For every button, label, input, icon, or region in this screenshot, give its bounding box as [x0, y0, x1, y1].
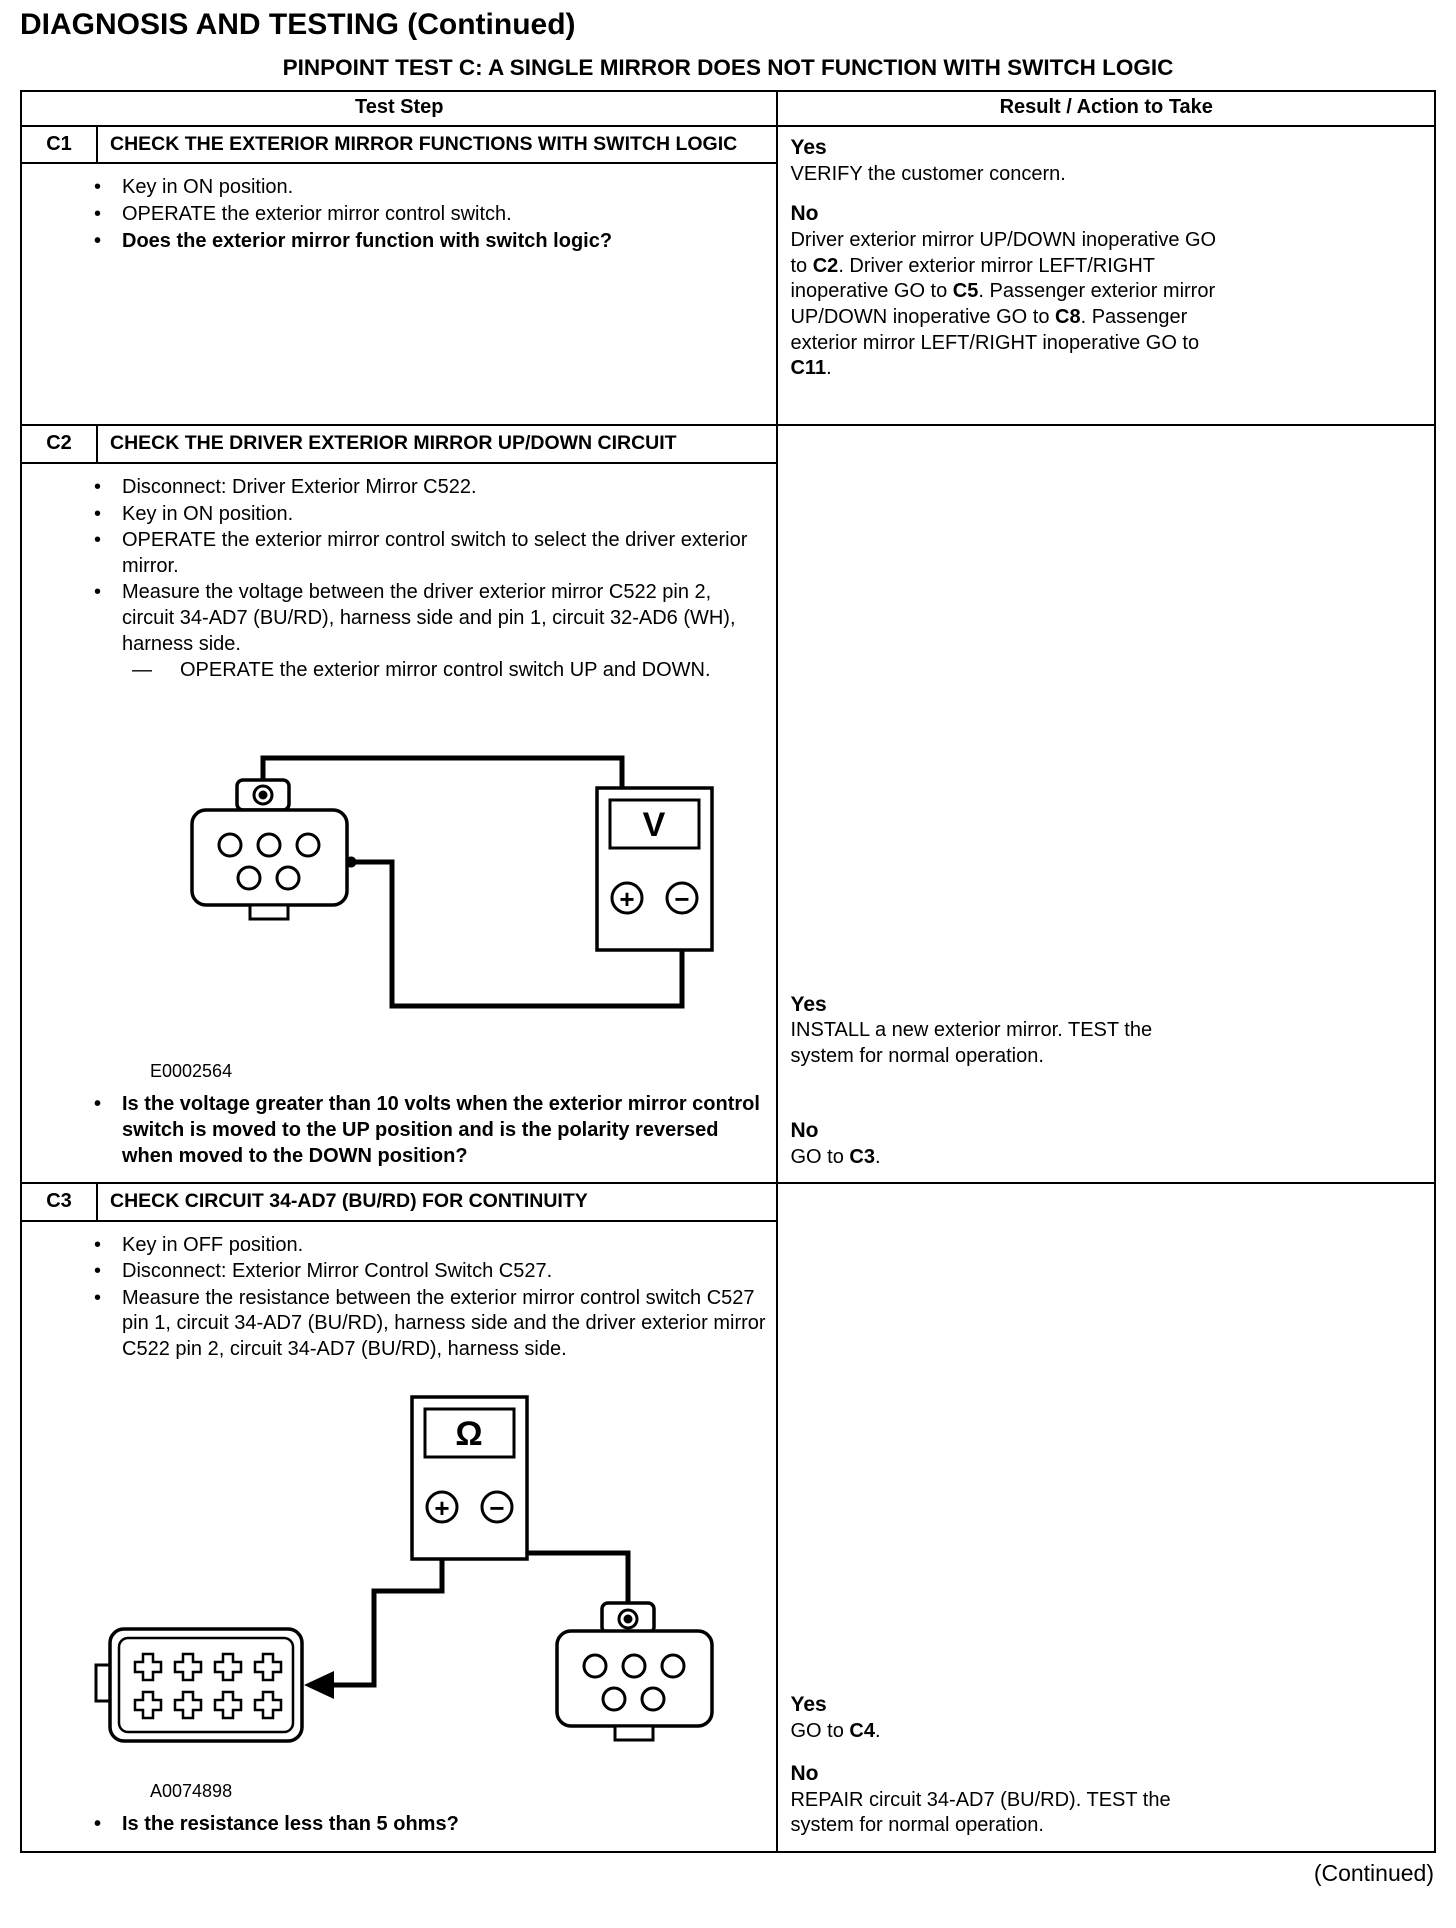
switch-connector-drawing [96, 1629, 302, 1741]
probe-wire-positive [258, 758, 623, 801]
result-cell-c1 [777, 126, 1435, 426]
section-title: DIAGNOSIS AND TESTING (Continued) [20, 8, 576, 41]
action-text: GO to C3. [790, 1145, 881, 1168]
step-header [22, 426, 776, 464]
verdict-yes: Yes [790, 1693, 827, 1717]
step-body [22, 1222, 776, 1851]
result-yes [790, 135, 1420, 187]
result-cell-c2 [777, 425, 1435, 1183]
verdict-no: No [790, 202, 819, 226]
voltmeter-drawing [597, 788, 712, 950]
probe-arrow [304, 1671, 334, 1699]
step-header [22, 127, 776, 165]
verdict-no: No [790, 1118, 819, 1142]
step-title: CHECK THE EXTERIOR MIRROR FUNCTIONS WITH SWITCH LOGIC [110, 132, 738, 155]
step-id: C2 [22, 426, 98, 462]
figure-id-label: E0002564 [150, 1060, 233, 1081]
step-id: C1 [22, 127, 98, 163]
continued-label: (Continued) [1313, 1859, 1434, 1886]
verdict-yes: Yes [790, 135, 827, 159]
step-instruction: • Key in OFF position. [122, 1233, 766, 1259]
step-instruction: • Key in ON position. [122, 502, 766, 528]
step-question: • Is the resistance less than 5 ohms? [122, 1812, 766, 1838]
positive-terminal-label: + [434, 1492, 450, 1523]
result-no [790, 1118, 1420, 1170]
result-yes [790, 992, 1420, 1070]
ohmmeter-diagram [82, 1389, 722, 1764]
ohmmeter-drawing [412, 1397, 527, 1559]
test-step-row-c2 [21, 425, 1435, 1183]
action-text: REPAIR circuit 34-AD7 (BU/RD). TEST the system for normal operation. [790, 1788, 1171, 1837]
mirror-connector-drawing [557, 1603, 712, 1740]
result-no [790, 201, 1420, 381]
mirror-connector-drawing [192, 780, 347, 919]
step-question: • Is the voltage greater than 10 volts when the exterior mirror control switch is moved to the UP position and is the polarity reversed when moved to the DOWN position? [122, 1092, 766, 1169]
voltmeter-measurement-figure [152, 744, 766, 1044]
ohmmeter-display-label: Ω [455, 1414, 483, 1453]
action-text: GO to C4. [790, 1720, 881, 1743]
voltmeter-diagram [152, 744, 772, 1044]
step-instruction: • Measure the voltage between the driver exterior mirror C522 pin 2, circuit 34-AD7 (BU/RD), harness side and pin 1, circuit 32-AD6 (WH), harness side. [122, 580, 766, 657]
table-header-row [21, 91, 1435, 126]
action-text: VERIFY the customer concern. [790, 162, 1066, 185]
verdict-no: No [790, 1761, 819, 1785]
result-no [790, 1761, 1420, 1839]
pinpoint-test-title: PINPOINT TEST C: A SINGLE MIRROR DOES NOT FUNCTION WITH SWITCH LOGIC [282, 54, 1174, 80]
voltmeter-display-label: V [642, 805, 666, 844]
test-step-row-c3 [21, 1183, 1435, 1852]
step-question: • Does the exterior mirror function with switch logic? [122, 229, 766, 255]
step-body [22, 464, 776, 1182]
step-title: CHECK CIRCUIT 34-AD7 (BU/RD) FOR CONTINUITY [110, 1190, 588, 1213]
pinpoint-test-table [20, 90, 1436, 1852]
step-instruction: • Disconnect: Driver Exterior Mirror C522. [122, 475, 766, 501]
step-instruction: • Key in ON position. [122, 175, 766, 201]
figure-id-label: A0074898 [150, 1780, 233, 1801]
step-header [22, 1184, 776, 1222]
negative-terminal-label: − [674, 883, 690, 914]
step-sub-instruction: — OPERATE the exterior mirror control switch UP and DOWN. [122, 658, 766, 684]
step-instruction: • Measure the resistance between the exterior mirror control switch C527 pin 1, circuit 34-AD7 (BU/RD), harness side and the driver exterior mirror C522 pin 2, circuit 34-AD7 (BU/RD), harness side. [122, 1286, 766, 1363]
test-step-row-c1 [21, 126, 1435, 426]
positive-terminal-label: + [619, 883, 635, 914]
verdict-yes: Yes [790, 992, 827, 1016]
step-body [22, 164, 776, 424]
action-text: INSTALL a new exterior mirror. TEST the system for normal operation. [790, 1019, 1153, 1068]
step-instruction: • OPERATE the exterior mirror control switch. [122, 202, 766, 228]
step-id: C3 [22, 1184, 98, 1220]
negative-terminal-label: − [489, 1492, 505, 1523]
test-step-cell-c1 [21, 126, 777, 426]
result-cell-c3 [777, 1183, 1435, 1852]
test-step-cell-c3 [21, 1183, 777, 1852]
test-step-cell-c2 [21, 425, 777, 1183]
step-instruction: • OPERATE the exterior mirror control switch to select the driver exterior mirror. [122, 528, 766, 579]
step-instruction: • Disconnect: Exterior Mirror Control Switch C527. [122, 1259, 766, 1285]
ohmmeter-measurement-figure [82, 1389, 766, 1764]
action-text: Driver exterior mirror UP/DOWN inoperative GO to C2. Driver exterior mirror LEFT/RIGHT inoperative GO to C5. Passenger exterior mirror UP/DOWN inoperative GO to C8. Passenger exterior mirror LEFT/RIGHT inoperative GO to C11. [790, 229, 1217, 380]
result-yes [790, 1692, 1420, 1744]
step-title: CHECK THE DRIVER EXTERIOR MIRROR UP/DOWN CIRCUIT [110, 432, 677, 455]
column-header-result: Result / Action to Take [777, 91, 1435, 126]
column-header-test-step: Test Step [21, 91, 777, 126]
